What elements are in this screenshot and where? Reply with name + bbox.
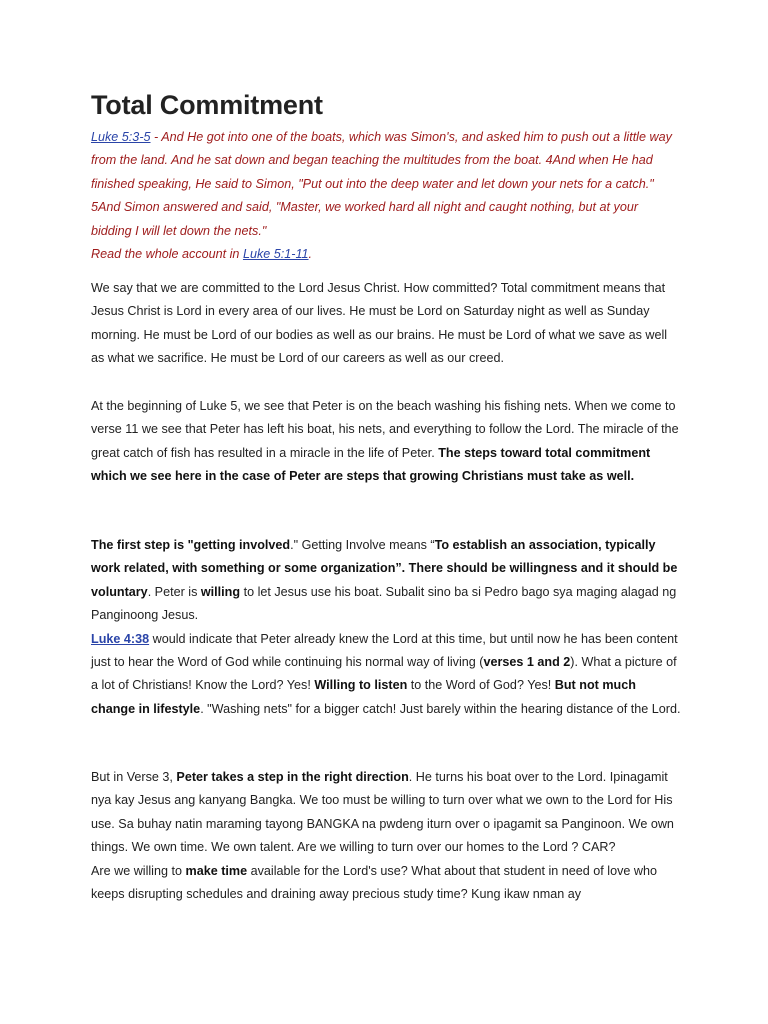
- paragraph-2: At the beginning of Luke 5, we see that Peter is on the beach washing his fishing nets. When we come to verse 11 we see that Peter has left his boat, his nets, and everything to follow the Lord. The miracle of the great catch of fish has resulted in a miracle in the life of Peter. The steps toward total commitment which we see here in the case of Peter are steps that growing Christians must take as well.: [91, 399, 679, 484]
- paragraph-3: The first step is "getting involved." Getting Involve means “To establish an association, typically work related, with something or some organization”. There should be willingness and it should be voluntary. Peter is willing to let Jesus use his boat. Subalit sino ba si Pedro bago sya maging alagad ng Panginoong Jesus. Luke 4:38 would indicate that Peter already knew the Lord at this time, but until now he has been content just to hear the Word of God while continuing his normal way of living (verses 1 and 2). What a picture of a lot of Christians! Know the Lord? Yes! Willing to listen to the Word of God? Yes! But not much change in lifestyle. "Washing nets" for a bigger catch! Just barely within the hearing distance of the Lord.: [91, 538, 681, 716]
- paragraph-4: But in Verse 3, Peter takes a step in the right direction. He turns his boat over to the Lord. Ipinagamit nya kay Jesus ang kanyang Bangka. We too must be willing to turn over what we own to the Lord for His use. Sa buhay natin maraming tayong BANGKA na pwdeng iturn over o ipagamit sa Panginoon. We own things. We own time. We own talent. Are we willing to turn over our homes to the Lord ? CAR? Are we willing to make time available for the Lord's use? What about that student in need of love who keeps disrupting schedules and draining away precious study time? Kung ikaw nman ay: [91, 770, 674, 902]
- scripture-ref-link[interactable]: Luke 5:3-5: [91, 130, 151, 144]
- page-title: Total Commitment: [91, 90, 323, 120]
- luke-4-38-link[interactable]: Luke 4:38: [91, 631, 150, 646]
- read-account-link[interactable]: Luke 5:1-11: [242, 247, 309, 262]
- read-account-line: Read the whole account in Luke 5:1-11.: [91, 247, 313, 262]
- scripture-passage: Luke 5:3-5 - And He got into one of the boats, which was Simon's, and asked him to push out a little way from the land. And he sat down and began teaching the multitudes from the boat. 4And when He had finished speaking, He said to Simon, "Put out into the deep water and let down your nets for a catch." 5And Simon answered and said, "Master, we worked hard all night and caught nothing, but at your bidding I will let down the nets.": [91, 130, 672, 238]
- paragraph-1: We say that we are committed to the Lord Jesus Christ. How committed? Total commitment means that Jesus Christ is Lord in every area of our lives. He must be Lord on Saturday night as well as Sunday morning. He must be Lord of our bodies as well as our brains. He must be Lord of what we save as well as what we sacrifice. He must be Lord of our careers as well as our creed.: [91, 281, 668, 366]
- scripture-quote: [91, 126, 681, 266]
